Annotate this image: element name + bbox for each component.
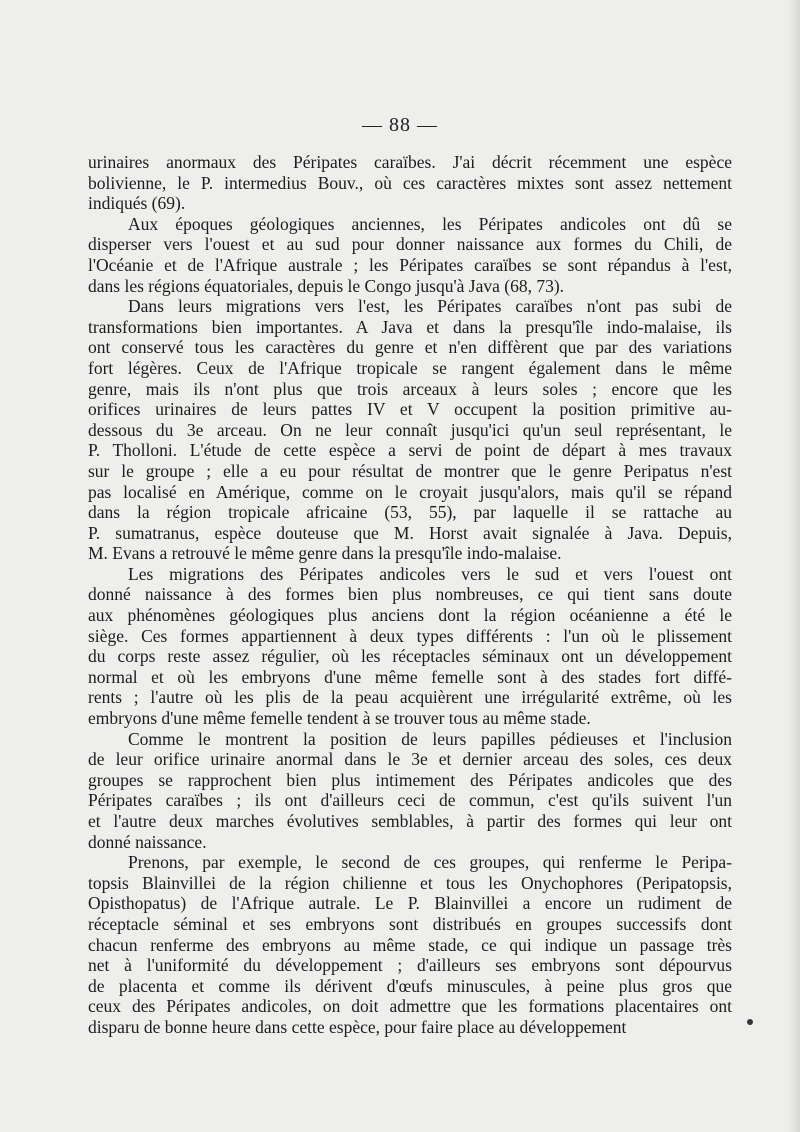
text-line: Comme le montrent la position de leurs papilles pédieuses et l'inclusion [128, 728, 732, 749]
text-line: disparu de bonne heure dans cette espèce, pour faire place au développement [88, 1016, 627, 1037]
page-number: — 88 — [362, 114, 438, 136]
text-line: rents ; l'autre où les plis de la peau acquièrent une irrégularité extrême, où les [88, 687, 732, 708]
text-line: Prenons, par exemple, le second de ces groupes, qui renferme le Peripa- [128, 852, 732, 873]
text-line: Péripates caraïbes ; ils ont d'ailleurs ceci de commun, c'est qu'ils suivent l'un [88, 790, 732, 811]
text-line: normal et où les embryons d'une même femelle sont à des stades fort diffé- [88, 666, 732, 687]
text-line: M. Evans a retrouvé le même genre dans la presqu'île indo-malaise. [88, 543, 562, 564]
text-line: P. sumatranus, espèce douteuse que M. Horst avait signalée à Java. Depuis, [88, 522, 732, 543]
text-line: ceux des Péripates andicoles, on doit admettre que les formations placentaires ont [88, 996, 732, 1017]
text-line: orifices urinaires de leurs pattes IV et V occupent la position primitive au- [88, 399, 732, 420]
text-line: dans les régions équatoriales, depuis le Congo jusqu'à Java (68, 73). [88, 275, 565, 296]
margin-dot [747, 1019, 753, 1025]
text-line: embryons d'une même femelle tendent à se trouver tous au même stade. [88, 708, 591, 729]
text-line: de placenta et comme ils dérivent d'œufs minuscules, à peine plus gros que [88, 975, 732, 996]
text-line: réceptacle séminal et ses embryons sont distribués en groupes successifs dont [88, 913, 732, 934]
text-line: indiqués (69). [88, 193, 186, 214]
text-line: dans la région tropicale africaine (53, 55), par laquelle il se rattache au [88, 502, 732, 523]
text-line: Les migrations des Péripates andicoles vers le sud et vers l'ouest ont [128, 563, 732, 584]
text-line: Dans leurs migrations vers l'est, les Péripates caraïbes n'ont pas subi de [128, 296, 732, 317]
text-line: et l'autre deux marches évolutives semblables, à partir des formes qui leur ont [88, 811, 732, 831]
text-line: l'Océanie et de l'Afrique australe ; les Péripates caraïbes se sont répandus à l'est, [88, 254, 732, 275]
text-line: disperser vers l'ouest et au sud pour donner naissance aux formes du Chili, de [88, 234, 732, 255]
text-line: chacun renferme des embryons au même stade, ce qui indique un passage très [88, 934, 732, 955]
text-line: dessous du 3e arceau. On ne leur connaît jusqu'ici qu'un seul représentant, le [88, 419, 732, 440]
text-line: urinaires anormaux des Péripates caraïbes. J'ai décrit récemment une espèce [88, 152, 732, 172]
text-line: de leur orifice urinaire anormal dans le 3e et dernier arceau des soles, ces deux [88, 749, 732, 770]
body-text [88, 152, 732, 1038]
text-line: du corps reste assez régulier, où les réceptacles séminaux ont un développement [88, 646, 732, 667]
text-line: genre, mais ils n'ont plus que trois arceaux à leurs soles ; encore que les [88, 378, 732, 399]
text-line: groupes se rapprochent bien plus intimement des Péripates andicoles que des [88, 769, 732, 790]
text-line: topsis Blainvillei de la région chilienne et tous les Onychophores (Peripatopsis, [88, 872, 732, 893]
text-line: ont conservé tous les caractères du genre et n'en diffèrent que par des variations [88, 337, 732, 358]
text-line: bolivienne, le P. intermedius Bouv., où ces caractères mixtes sont assez nettement [88, 172, 732, 193]
text-line: aux phénomènes géologiques plus anciens dont la région océanienne a été le [88, 605, 732, 626]
text-line: P. Tholloni. L'étude de cette espèce a servi de point de départ à mes travaux [88, 440, 732, 461]
text-line: donné naissance. [88, 831, 207, 852]
text-line: pas localisé en Amérique, comme on le croyait jusqu'alors, mais qu'il se répand [88, 481, 732, 502]
text-line: fort légères. Ceux de l'Afrique tropicale se rangent également dans le même [88, 357, 732, 378]
text-line: siège. Ces formes appartiennent à deux types différents : l'un où le plissement [88, 625, 732, 646]
scan-edge-shadow [788, 0, 800, 1132]
text-line: Aux époques géologiques anciennes, les Péripates andicoles ont dû se [128, 213, 732, 234]
text-line: net à l'uniformité du développement ; d'ailleurs ses embryons sont dépourvus [88, 955, 732, 976]
text-line: transformations bien importantes. A Java et dans la presqu'île indo-malaise, ils [88, 316, 732, 337]
text-line: donné naissance à des formes bien plus nombreuses, ce qui tient sans doute [88, 584, 732, 605]
text-line: Opisthopatus) de l'Afrique autrale. Le P. Blainvillei a encore un rudiment de [88, 893, 732, 914]
text-line: sur le groupe ; elle a eu pour résultat de montrer que le genre Peripatus n'est [88, 460, 732, 481]
